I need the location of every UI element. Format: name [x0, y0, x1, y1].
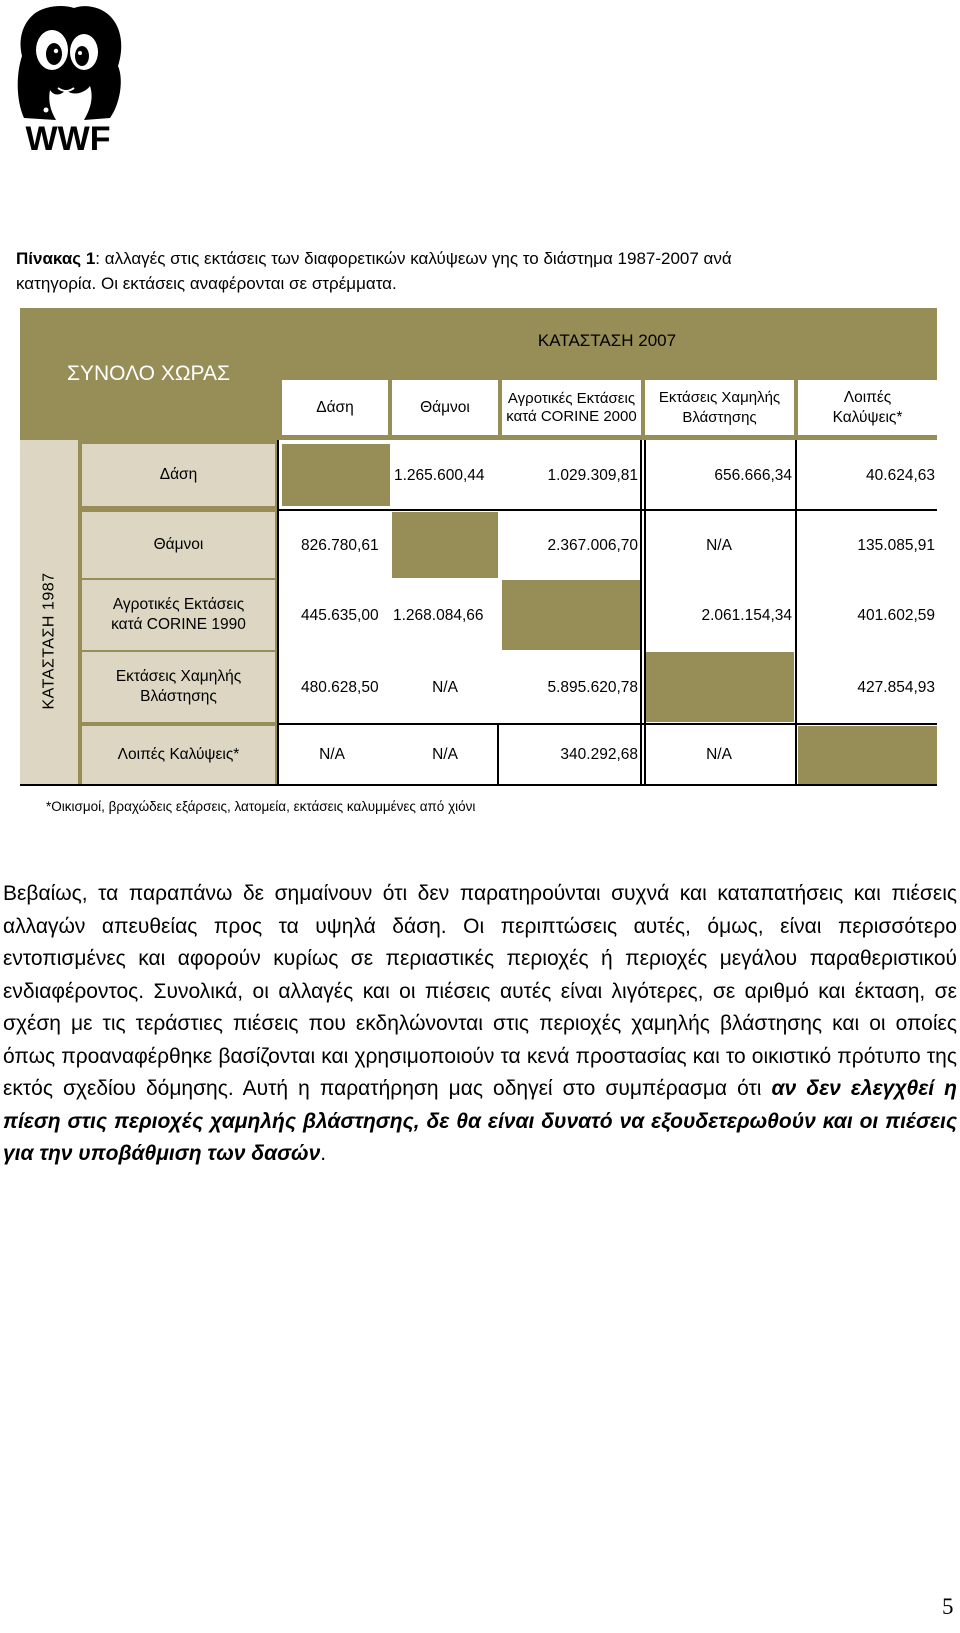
cell-dasi-loipes: 40.624,63 [866, 467, 935, 484]
column-header-loipes: Λοιπές Καλύψεις* [798, 380, 937, 435]
cell-agrotikes-dasi: 445.635,00 [301, 607, 379, 624]
cell-agrotikes-loipes: 401.602,59 [857, 607, 935, 624]
diagonal-cell-thamnoi [392, 512, 498, 578]
cell-chamili-thamnoi: N/A [432, 679, 458, 696]
cell-agrotikes-chamili: 2.061.154,34 [701, 607, 792, 624]
cell-dasi-thamnoi: 1.265.600,44 [394, 467, 485, 484]
caption-line2: κατηγορία. Οι εκτάσεις αναφέρονται σε στρέμματα. [16, 274, 397, 293]
paragraph-emphasis: αν δεν ελεγχθεί η πίεση στις περιοχές χαμηλής βλάστησης, δε θα είναι δυνατό να εξουδετερωθούν και οι πιέσεις για την υποβάθμιση των δασών [3, 1077, 957, 1165]
cell-chamili-dasi: 480.628,50 [301, 679, 379, 696]
column-header-agrotikes: Αγροτικές Εκτάσεις κατά CORINE 2000 [502, 380, 641, 435]
row-label-chamili-vlastisi: Εκτάσεις Χαμηλής Βλάστησης [82, 652, 275, 722]
cell-agrotikes-thamnoi: 1.268.084,66 [393, 607, 484, 624]
diagonal-cell-loipes [798, 726, 937, 784]
cell-loipes-thamnoi: N/A [432, 746, 458, 763]
table-corner-header [20, 308, 277, 440]
cell-loipes-dasi: N/A [319, 746, 345, 763]
caption-text: : αλλαγές στις εκτάσεις των διαφορετικών καλύψεων γης το διάστημα 1987-2007 ανά [95, 249, 732, 268]
diagonal-cell-dasi [282, 444, 390, 506]
table-footnote: *Οικισμοί, βραχώδεις εξάρσεις, λατομεία, εκτάσεις καλυμμένες από χιόνι [46, 799, 476, 814]
column-header-chamili-vlastisi: Εκτάσεις Χαμηλής Βλάστησης [645, 380, 794, 435]
cell-loipes-chamili: N/A [706, 746, 732, 763]
cell-loipes-agrotikes: 340.292,68 [560, 746, 638, 763]
top-header-katastasi-2007: ΚΑΤΑΣΤΑΣΗ 2007 [277, 308, 937, 374]
cell-dasi-chamili: 656.666,34 [714, 467, 792, 484]
body-paragraph [3, 878, 957, 1171]
cell-thamnoi-agrotikes: 2.367.006,70 [547, 537, 638, 554]
wwf-wordmark: WWF [25, 120, 111, 158]
caption-label: Πίνακας 1 [16, 249, 96, 268]
side-header-katastasi-1987: ΚΑΤΑΣΤΑΣΗ 1987 [41, 572, 59, 710]
row-label-agrotikes-1990: Αγροτικές Εκτάσεις κατά CORINE 1990 [82, 580, 275, 650]
cell-thamnoi-dasi: 826.780,61 [301, 537, 379, 554]
cell-dasi-agrotikes: 1.029.309,81 [547, 467, 638, 484]
column-header-dasi: Δάση [282, 380, 388, 435]
cell-chamili-agrotikes: 5.895.620,78 [547, 679, 638, 696]
page-number: 5 [942, 1594, 954, 1619]
cell-thamnoi-chamili: N/A [706, 537, 732, 554]
cell-chamili-loipes: 427.854,93 [857, 679, 935, 696]
row-label-dasi: Δάση [82, 444, 275, 506]
column-header-thamnoi: Θάμνοι [392, 380, 498, 435]
corner-label: ΣΥΝΟΛΟ ΧΩΡΑΣ [66, 362, 230, 385]
diagonal-cell-chamili [645, 652, 794, 722]
row-label-thamnoi: Θάμνοι [82, 512, 275, 578]
land-cover-change-table [0, 0, 960, 800]
cell-thamnoi-loipes: 135.085,91 [857, 537, 935, 554]
paragraph-text: Βεβαίως, τα παραπάνω δε σημαίνουν ότι δεν παρατηρούνται συχνά και καταπατήσεις και πιέσεις αλλαγών απευθείας προς τα υψηλά δάση. Οι περιπτώσεις αυτές, όμως, είναι περισσότερο εντοπισμένες και αφορούν κυρίως σε περιαστικές περιοχές ή περιοχές μεγάλου παραθεριστικού ενδιαφέροντος. Συνολικά, οι αλλαγές και οι πιέσεις αυτές είναι λιγότερες, σε αριθμό και έκταση, σε σχέση με τις τεράστιες πιέσεις που εκδηλώνονται στις περιοχές χαμηλής βλάστησης και οι οποίες όπως προαναφέρθηκε βασίζονται και χρησιμοποιούν τα κενά προστασίας και το οικιστικό πρότυπο της εκτός σχεδίου δόμησης. Αυτή η παρατήρηση μας οδηγεί στο συμπέρασμα ότι [3, 882, 957, 1100]
paragraph-end: . [320, 1142, 327, 1165]
row-label-loipes: Λοιπές Καλύψεις* [82, 726, 275, 784]
diagonal-cell-agrotikes [502, 580, 641, 650]
